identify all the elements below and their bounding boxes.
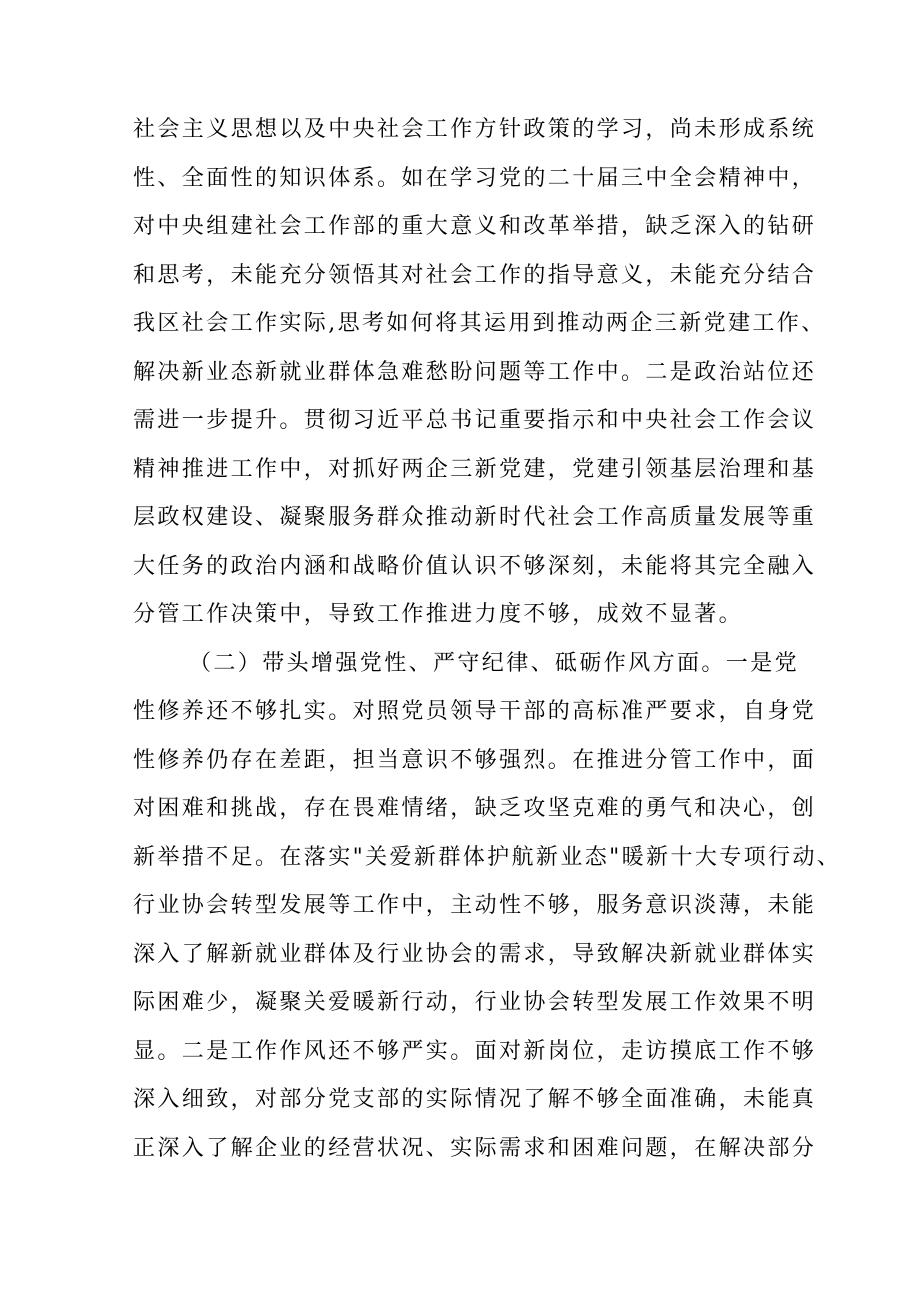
text-line: 性修养仍存在差距，担当意识不够强烈。在推进分管工作中，面 xyxy=(133,747,817,773)
text-line: 新举措不足。在落实"关爱新群体护航新业态"暖新十大专项行动、 xyxy=(133,844,842,870)
text-line: 对困难和挑战，存在畏难情绪，缺乏攻坚克难的勇气和决心，创 xyxy=(133,796,817,821)
text-line: 需进一步提升。贯彻习近平总书记重要指示和中央社会工作会议 xyxy=(133,408,817,433)
text-line: 性、全面性的知识体系。如在学习党的二十届三中全会精神中， xyxy=(133,165,817,191)
text-line: 际困难少，凝聚关爱暖新行动，行业协会转型发展工作效果不明 xyxy=(133,990,817,1015)
text-line: 和思考，未能充分领悟其对社会工作的指导意义，未能充分结合 xyxy=(133,262,817,288)
text-line: 深入细致，对部分党支部的实际情况了解不够全面准确，未能真 xyxy=(133,1087,817,1112)
text-line: 行业协会转型发展等工作中，主动性不够，服务意识淡薄，未能 xyxy=(133,893,817,918)
text-line: 精神推进工作中，对抓好两企三新党建，党建引领基层治理和基 xyxy=(133,456,817,482)
text-line: 大任务的政治内涵和战略价值认识不够深刻，未能将其完全融入 xyxy=(133,553,817,579)
text-line: 性修养还不够扎实。对照党员领导干部的高标准严要求，自身党 xyxy=(133,699,817,724)
section-heading-line: （二）带头增强党性、严守纪律、砥砺作风方面。一是党 xyxy=(189,650,800,676)
text-line: 我区社会工作实际,思考如何将其运用到推动两企三新党建工作、 xyxy=(133,311,826,336)
text-line: 显。二是工作作风还不够严实。面对新岗位，走访摸底工作不够 xyxy=(133,1038,817,1064)
document-body xyxy=(133,111,842,1178)
text-line: 对中央组建社会工作部的重大意义和改革举措，缺乏深入的钻研 xyxy=(133,214,817,239)
text-line: 正深入了解企业的经营状况、实际需求和困难问题，在解决部分 xyxy=(133,1135,817,1161)
text-line: 分管工作决策中，导致工作推进力度不够，成效不显著。 xyxy=(133,602,744,627)
text-line: 深入了解新就业群体及行业协会的需求，导致解决新就业群体实 xyxy=(133,941,817,967)
text-line: 社会主义思想以及中央社会工作方针政策的学习，尚未形成系统 xyxy=(133,117,817,142)
text-line: 层政权建设、凝聚服务群众推动新时代社会工作高质量发展等重 xyxy=(133,505,817,530)
text-line: 解决新业态新就业群体急难愁盼问题等工作中。二是政治站位还 xyxy=(133,359,817,385)
